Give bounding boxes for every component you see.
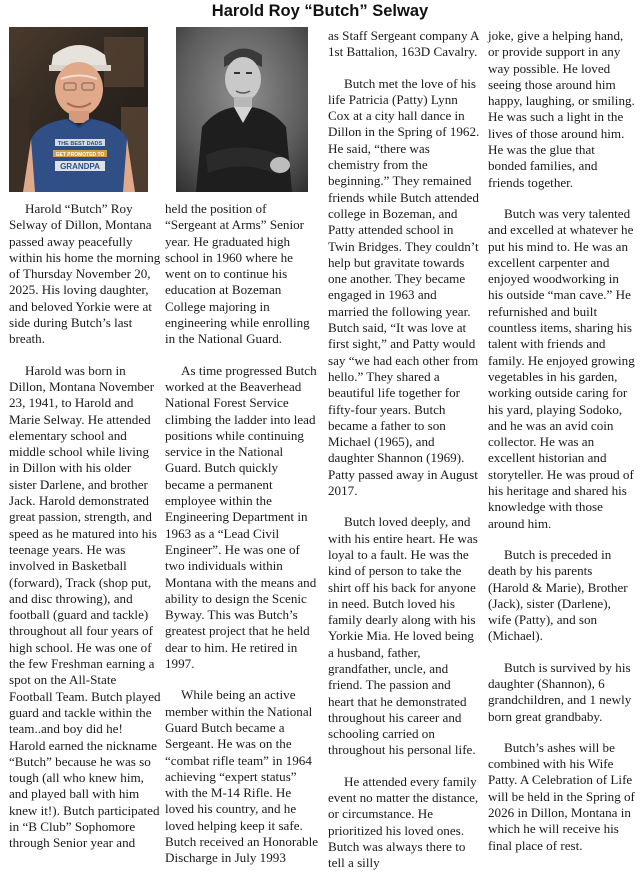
obituary-title: Harold Roy “Butch” Selway: [211, 2, 429, 20]
text-column-1: [9, 201, 161, 867]
paragraph: Butch loved deeply, and with his entire heart. He was loyal to a fault. He was the kind of person to take the shirt off his back for anyone in need. Butch loved his family dearly along with his Yorkie Mia. He loved being a husband, father, grandfather, uncle, and friend. The passion and heart that he demonstrated throughout his career and schooling carried on throughout his personal life.: [328, 514, 478, 758]
text-column-2: [165, 201, 319, 882]
paragraph: Butch met the love of his life Patricia (Patty) Lynn Cox at a city hall dance in Dillon in the Spring of 1962. He said, “there was chemistry from the beginning.” They remained friends while Butch attended college in Bozeman, and Patty attended school in Twin Bridges. They couldn’t help but gravitate towards one another. They became engaged in 1963 and married the following year. Butch said, “It was love at first sight,” and Patty would say “we had each other from hello.” They shared a beautiful life together for fifty-four years. Butch became a father to son Michael (1965), and daughter Shannon (1969). Patty passed away in August 2017.: [328, 75, 480, 499]
paragraph: Butch was very talented and excelled at whatever he put his mind to. He was an excellent carpenter and enjoyed woodworking in his outside “man cave.” He refurnished and built countless items, sharing his talent with friends and family. He enjoyed growing vegetables in his garden, working outside caring for his yard, playing Sodoko, and he was an avid coin collector. He was an excellent historian and storyteller. He was proud of his heritage and shared his knowledge with those around him.: [488, 205, 635, 531]
shirt-text-line3: GRANDPA: [60, 162, 100, 171]
portrait-young-image: [176, 27, 308, 192]
portrait-recent-image: [9, 27, 148, 192]
paragraph: joke, give a helping hand, or provide support in any way possible. He loved seeing those around him happy, laughing, or smiling. He was such a light in the lives of those around him. He was the glue that bonded families, and friends together.: [488, 28, 635, 190]
paragraph: as Staff Sergeant company A 1st Battalion, 163D Cavalry.: [328, 28, 479, 60]
paragraph: Butch is preceded in death by his parents (Harold & Marie), Brother (Jack), sister (Darlene), wife (Patty), and son (Michael).: [488, 546, 628, 644]
paragraph: While being an active member within the National Guard Butch became a Sergeant. He was on the “combat rifle team” in 1964 achieving “expert status” with the M-14 Rifle. He loved his country, and he loved helping keep it safe. Butch received an Honorable Discharge in July 1993: [165, 687, 319, 866]
text-column-4: [488, 28, 636, 869]
paragraph: He attended every family event no matter the distance, or circumstance. He prioritized his loved ones. Butch was always there to tell a silly: [328, 773, 479, 871]
shirt-text-line2: GET PROMOTED TO: [55, 152, 105, 158]
text-column-3: [328, 28, 480, 887]
paragraph: Butch is survived by his daughter (Shannon), 6 grandchildren, and 1 newly born great grandbaby.: [488, 659, 632, 724]
paragraph: Harold was born in Dillon, Montana November 23, 1941, to Harold and Marie Selway. He attended elementary school and middle school while living in Dillon with his older sister Darlene, and brother Jack. Harold demonstrated great passion, strength, and speed as he matured into his teenage years. He was involved in Basketball (forward), Track (shop put, and disc throwing), and football (guard and tackle) throughout all four years of high school. He was one of the few Freshman earning a spot on the All-State Football Team. Butch played guard and tackle within the team..and boy did he! Harold earned the nickname “Butch” because he was so tough (all who knew him, and played ball with him knew it!). Butch participated in “B Club” Sophomore through Senior year and: [9, 362, 161, 851]
shirt-text-line1: THE BEST DADS: [57, 141, 103, 147]
paragraph: Harold “Butch” Roy Selway of Dillon, Montana passed away peacefully within his home the morning of Thursday November 20, 2025. His loving daughter, and beloved Yorkie were at side during Butch’s last breath.: [9, 201, 161, 347]
paragraph: As time progressed Butch worked at the Beaverhead National Forest Service climbing the ladder into lead positions while continuing service in the National Guard. Butch quickly became a permanent employee within the Engineering Department in 1963 as a “Lead Civil Engineer”. He was one of two individuals within Montana with the means and ability to design the Scenic Byway. This was Butch’s greatest project that he held dear to him. He retired in 1997.: [165, 362, 317, 672]
paragraph: Butch’s ashes will be combined with his Wife Patty. A Celebration of Life will be held in the Spring of 2026 in Dillon, Montana in which he will receive his final place of rest.: [488, 739, 635, 853]
paragraph: held the position of “Sergeant at Arms” Senior year. He graduated high school in 1960 where he went on to continue his education at Bozeman College majoring in engineering while enrolling in the National Guard.: [165, 201, 310, 347]
portrait-photo-recent: [9, 27, 148, 192]
portrait-photo-young: [176, 27, 308, 192]
